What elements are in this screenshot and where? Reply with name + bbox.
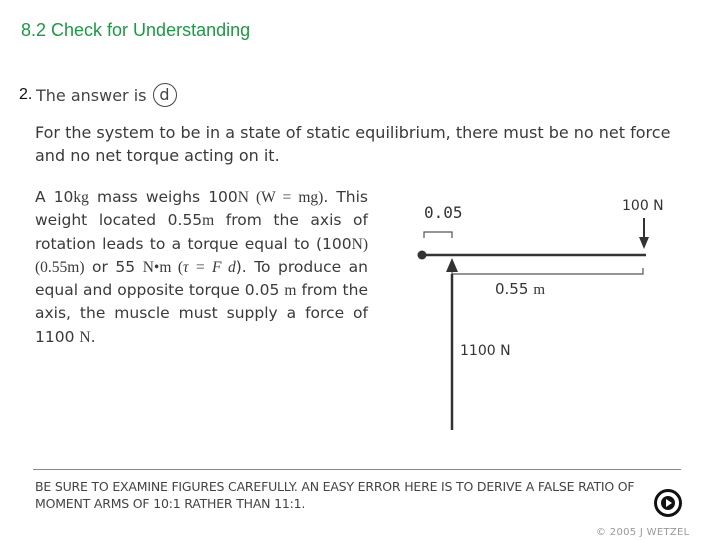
short-arm-bracket (424, 232, 452, 238)
equilibrium-statement: For the system to be in a state of static equilibrium, there must be no net force and no net torque acting on it. (35, 123, 671, 165)
unit-text: m (202, 212, 215, 230)
lever-diagram (400, 188, 690, 438)
unit-text: N (W = mg) (237, 189, 324, 206)
play-logo-icon (653, 488, 683, 518)
copyright-text: © 2005 J WETZEL (596, 527, 690, 538)
torque-equation: τ = F d (183, 258, 236, 276)
slide-title: 8.2 Check for Understanding (21, 20, 251, 40)
explanation-paragraph (35, 186, 368, 349)
long-arm-value: 0.55 (495, 280, 529, 298)
explanation-text: from the axis of rotation leads to a torque equal to (100 (35, 211, 368, 253)
short-arm-label: 0.05 (424, 203, 463, 222)
unit-text: N•m ( (142, 258, 184, 276)
unit-text: m (284, 282, 297, 300)
answer-letter-circle: d (153, 83, 177, 107)
explanation-text: ). To produce an equal and opposite torque 0.05 (35, 257, 368, 300)
caution-note: BE SURE TO EXAMINE FIGURES CAREFULLY. AN EASY ERROR HERE IS TO DERIVE A FALSE RATIO OF MOMENT ARMS OF 10:1 RATHER THAN 11:1. (35, 479, 635, 511)
unit-text: N)(0.55m) (35, 235, 368, 276)
long-arm-label (495, 280, 545, 298)
unit-text: kg (73, 189, 89, 206)
explanation-text: mass weighs 100 (88, 188, 238, 206)
explanation-text: or 55 (84, 257, 143, 276)
question-number: 2. (19, 86, 33, 103)
answer-prefix: The answer is (36, 85, 147, 105)
explanation-text: . This weight located 0.55 (35, 188, 369, 230)
long-arm-bracket (452, 268, 643, 274)
divider (33, 469, 681, 470)
pivot-point (418, 251, 427, 260)
muscle-force-label: 1100 N (460, 343, 511, 359)
muscle-arrow-head (446, 258, 458, 272)
unit-text: N (79, 328, 91, 346)
answer-line (36, 83, 177, 107)
load-arrow-head (639, 237, 649, 249)
explanation-text: . (90, 327, 96, 346)
load-force-label: 100 N (622, 198, 664, 214)
long-arm-unit: m (533, 282, 546, 298)
explanation-text: A 10 (35, 188, 74, 206)
explanation-text: from the axis, the muscle must supply a force of 1100 (35, 281, 368, 346)
